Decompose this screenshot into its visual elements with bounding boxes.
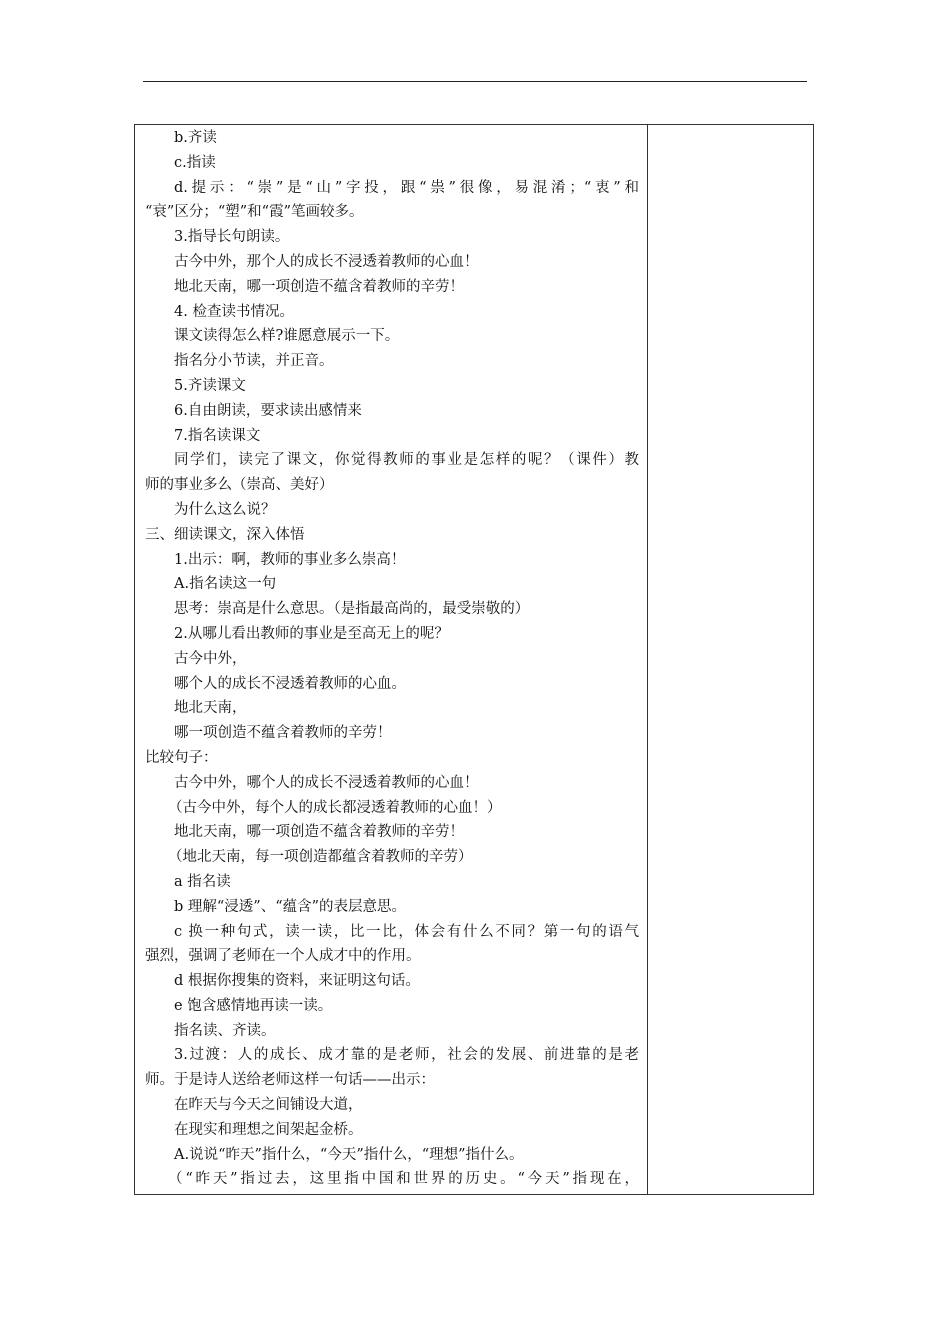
text-line: A.指名读这一句 — [174, 576, 277, 593]
text-line: 5.齐读课文 — [174, 377, 246, 394]
text-line: 3.指导长句朗读。 — [174, 229, 290, 246]
text-line: 地北天南，哪一项创造不蕴含着教师的辛劳！ — [174, 824, 464, 841]
text-line: 古今中外，哪个人的成长不浸透着教师的心血！ — [174, 774, 479, 791]
text-line: c.指读 — [174, 154, 216, 171]
text-line: A.说说“昨天”指什么，“今天”指什么，“理想”指什么。 — [174, 1146, 524, 1163]
page-header-rule — [143, 81, 807, 82]
text-line: 哪个人的成长不浸透着教师的心血。 — [174, 675, 406, 692]
text-line: 师的事业多么（崇高、美好） — [145, 477, 334, 494]
text-line: 1.出示：啊，教师的事业多么崇高！ — [174, 551, 406, 568]
text-line: 师。于是诗人送给老师这样一句话——出示： — [145, 1072, 435, 1089]
text-line: 6.自由朗读，要求读出感情来 — [174, 402, 362, 419]
text-line: “衰”区分；“塑”和“霞”笔画较多。 — [145, 204, 364, 221]
text-line: 指名分小节读，并正音。 — [174, 353, 334, 370]
text-line: d.提示：“崇”是“山”字投，跟“祟”很像，易混淆；“衷”和 — [174, 179, 639, 196]
text-line: （“昨天”指过去，这里指中国和世界的历史。“今天”指现在， — [168, 1171, 639, 1188]
text-line: 哪一项创造不蕴含着教师的辛劳！ — [174, 725, 392, 742]
section-heading: 三、细读课文，深入体悟 — [145, 526, 305, 543]
text-line: b 理解“浸透”、“蕴含”的表层意思。 — [174, 898, 407, 915]
text-line: 4. 检查读书情况。 — [174, 303, 294, 320]
text-line: 古今中外，那个人的成长不浸透着教师的心血！ — [174, 253, 479, 270]
text-line: e 饱含感情地再读一读。 — [174, 997, 333, 1014]
text-line: b.齐读 — [174, 130, 217, 146]
text-line: 在现实和理想之间架起金桥。 — [174, 1121, 363, 1138]
text-line: a 指名读 — [174, 873, 231, 890]
text-line: 课文读得怎么样?谁愿意展示一下。 — [174, 328, 400, 345]
text-line: 2.从哪儿看出教师的事业是至高无上的呢？ — [174, 625, 449, 642]
text-line: 同学们，读完了课文，你觉得教师的事业是怎样的呢？（课件）教 — [174, 452, 639, 469]
text-line: 指名读、齐读。 — [174, 1022, 276, 1039]
text-line: 7.指名读课文 — [174, 427, 261, 444]
text-line: 3.过渡：人的成长、成才靠的是老师，社会的发展、前进靠的是老 — [174, 1047, 639, 1064]
text-line: （古今中外，每个人的成长都浸透着教师的心血！） — [168, 799, 502, 816]
text-line: 地北天南，哪一项创造不蕴含着教师的辛劳！ — [174, 278, 464, 295]
text-line: （地北天南，每一项创造都蕴含着教师的辛劳） — [168, 849, 473, 866]
lesson-content-cell — [145, 126, 639, 1192]
text-line: 古今中外， — [174, 650, 247, 667]
text-line: c 换一种句式，读一读，比一比，体会有什么不同？第一句的语气 — [174, 923, 639, 940]
text-line: 强烈，强调了老师在一个人成才中的作用。 — [145, 948, 421, 965]
table-column-divider — [647, 125, 648, 1194]
text-line: d 根据你搜集的资料，来证明这句话。 — [174, 973, 420, 990]
text-line: 地北天南， — [174, 700, 247, 717]
text-line: 比较句子： — [145, 749, 218, 766]
text-line: 思考：崇高是什么意思。（是指最高尚的，最受崇敬的） — [174, 601, 530, 618]
text-line: 为什么这么说？ — [174, 501, 276, 518]
lesson-table — [134, 124, 814, 1195]
text-line: 在昨天与今天之间铺设大道， — [174, 1097, 363, 1114]
